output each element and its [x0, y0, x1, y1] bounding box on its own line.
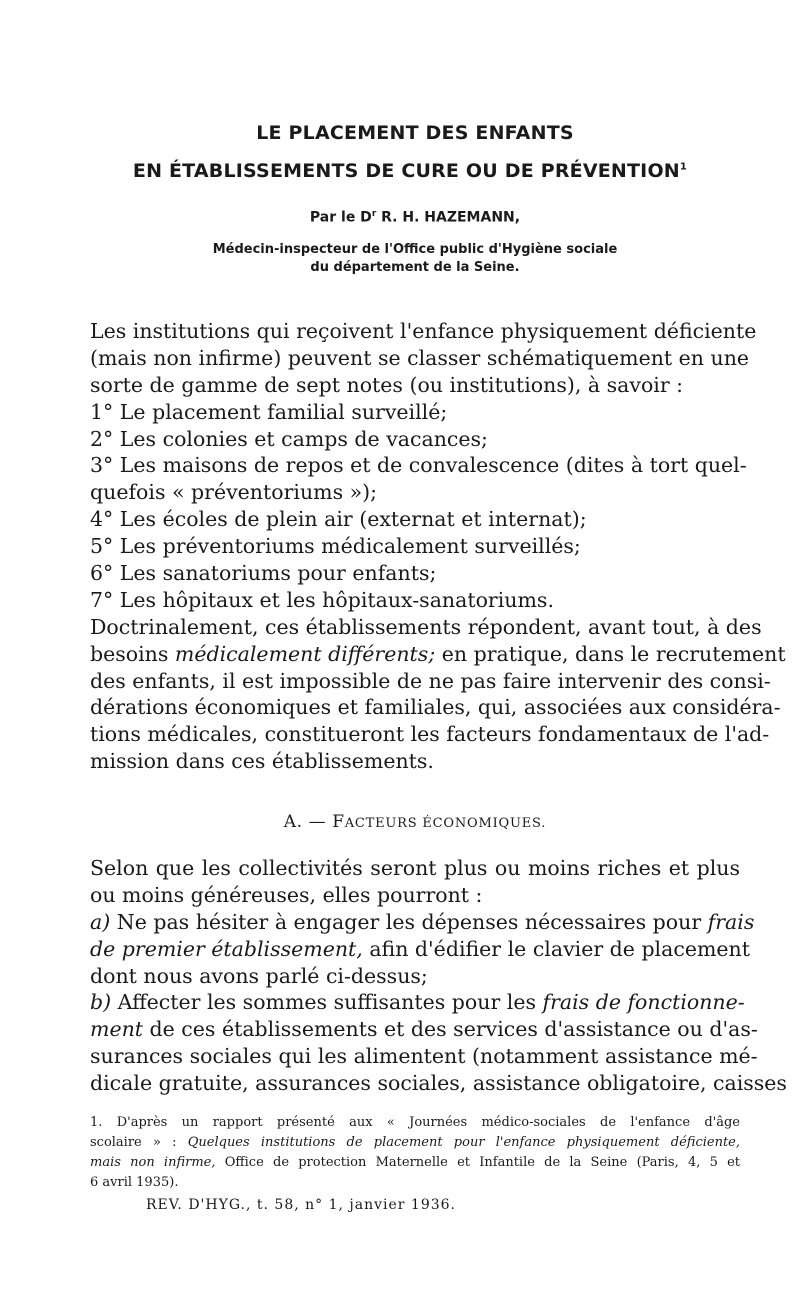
- item-a-emphasis: frais: [707, 909, 755, 934]
- list-item: [90, 587, 740, 614]
- economic-line: [90, 882, 740, 909]
- list-item-text: 7° Les hôpitaux et les hôpitaux-sanatoriums.: [90, 587, 554, 612]
- footnote-text: [90, 1153, 740, 1173]
- footnote: [90, 1113, 740, 1193]
- doctrine-line-text: des enfants, il est impossible de ne pas faire intervenir des consi-: [90, 668, 771, 693]
- list-item-text: 3° Les maisons de repos et de convalescence (dites à tort quel-: [90, 453, 747, 478]
- section-title-cap: F: [332, 812, 345, 832]
- item-a-line: [90, 909, 755, 936]
- footnote-line: [90, 1133, 740, 1153]
- section-heading: [90, 812, 740, 832]
- list-item-text: 1° Le placement familial surveillé;: [90, 399, 448, 424]
- intro-line: [90, 372, 740, 399]
- doctrine-text-a: besoins: [90, 641, 175, 666]
- footnote-line: [90, 1113, 740, 1133]
- article-title-text: EN ÉTABLISSEMENTS DE CURE OU DE PRÉVENTION: [132, 160, 680, 182]
- footnote-text: 6 avril 1935).: [90, 1175, 179, 1190]
- economic-line-text: Selon que les collectivités seront plus ou moins riches et plus: [90, 856, 740, 880]
- item-a-label: a): [90, 909, 111, 934]
- item-b-body: Affecter les sommes suffisantes pour les: [111, 990, 543, 1015]
- doctrine-line: [90, 668, 771, 695]
- doctrine-line: [90, 748, 740, 775]
- doctrine-line: [90, 694, 781, 721]
- item-a-body: afin d'édifier le clavier de placement: [362, 936, 750, 961]
- list-item: [90, 506, 740, 533]
- footnote-emphasis: mais non infirme,: [90, 1155, 216, 1170]
- item-b-text: [90, 989, 745, 1016]
- list-item: [90, 426, 740, 453]
- economic-section: [90, 855, 787, 1097]
- intro-line: [90, 345, 750, 372]
- author-line: [90, 209, 740, 226]
- doctrine-line: [90, 641, 786, 668]
- item-b-line: [90, 1070, 787, 1097]
- title-footnote-marker[interactable]: 1: [679, 161, 688, 173]
- list-item: [90, 399, 740, 426]
- author-prefix: Par le D: [309, 209, 372, 226]
- footnote-line: [90, 1153, 740, 1173]
- item-b-text: dicale gratuite, assurances sociales, assistance obligatoire, caisses: [90, 1071, 787, 1096]
- author-name: R. H. HAZEMANN,: [376, 209, 521, 226]
- running-footer: REV. D'HYG., t. 58, n° 1, janvier 1936.: [146, 1197, 456, 1213]
- item-a-line: [90, 936, 750, 963]
- doctrine-line: [90, 614, 762, 641]
- intro-line: [90, 318, 757, 345]
- intro-line-text: sorte de gamme de sept notes (ou institutions), à savoir :: [90, 372, 684, 397]
- economic-line-text: ou moins généreuses, elles pourront :: [90, 882, 483, 907]
- article-title-line-1: LE PLACEMENT DES ENFANTS: [256, 122, 574, 144]
- section-letter: A. —: [283, 812, 333, 832]
- economic-line: [90, 855, 740, 882]
- list-item-text: 6° Les sanatoriums pour enfants;: [90, 561, 437, 586]
- affiliation-line-1: Médecin-inspecteur de l'Office public d'Hygiène sociale: [212, 242, 618, 257]
- item-b-emphasis: ment: [90, 1017, 144, 1042]
- intro-line-text: Les institutions qui reçoivent l'enfance physiquement déficiente: [90, 319, 757, 343]
- doctrine-line-text: [90, 641, 786, 668]
- item-b-line: [90, 989, 745, 1016]
- footnote-text-a: scolaire » :: [90, 1135, 188, 1150]
- item-b-line: [90, 1043, 758, 1070]
- list-item-text: 5° Les préventoriums médicalement surveillés;: [90, 534, 581, 559]
- article-title-line-2: [80, 160, 740, 182]
- item-b-body: de ces établissements et des services d'assistance ou d'as-: [143, 1017, 758, 1042]
- list-item: [90, 560, 740, 587]
- footnote-text: 1. D'après un rapport présenté aux « Journées médico-sociales de l'enfance d'âge: [90, 1115, 740, 1130]
- footnote-text-b: Office de protection Maternelle et Infantile de la Seine (Paris, 4, 5 et: [215, 1155, 741, 1170]
- list-item-text: quefois « préventoriums »);: [90, 480, 378, 505]
- item-a-body: Ne pas hésiter à engager les dépenses nécessaires pour: [110, 909, 708, 934]
- author-title-sup: r: [371, 209, 377, 219]
- item-b-text: [90, 1016, 758, 1043]
- doctrine-emphasis: médicalement différents;: [174, 641, 436, 666]
- doctrine-line-text: dérations économiques et familiales, qui, associées aux considéra-: [90, 695, 781, 720]
- affiliation-line-2: du département de la Seine.: [310, 260, 520, 275]
- list-item-text: 4° Les écoles de plein air (externat et internat);: [90, 507, 587, 532]
- footnote-text: [90, 1133, 740, 1153]
- list-item: [90, 452, 747, 479]
- item-a-text: dont nous avons parlé ci-dessus;: [90, 963, 428, 988]
- list-item: [90, 533, 740, 560]
- item-a-text: [90, 909, 755, 936]
- item-b-line: [90, 1016, 758, 1043]
- footnote-line: [90, 1173, 740, 1193]
- doctrine-line-text: mission dans ces établissements.: [90, 749, 434, 774]
- article-page: [90, 0, 787, 1304]
- item-b-text: surances sociales qui les alimentent (notamment assistance mé-: [90, 1044, 758, 1069]
- item-a-emphasis: de premier établissement,: [90, 936, 363, 961]
- item-a-text: [90, 936, 750, 963]
- intro-section: [90, 318, 786, 775]
- doctrine-line-text: tions médicales, constitueront les facteurs fondamentaux de l'ad-: [90, 722, 770, 747]
- doctrine-text-b: en pratique, dans le recrutement: [435, 641, 786, 666]
- intro-line-text: (mais non infirme) peuvent se classer schématiquement en une: [90, 345, 750, 370]
- doctrine-line-text: Doctrinalement, ces établissements répondent, avant tout, à des: [90, 614, 762, 639]
- doctrine-line: [90, 721, 770, 748]
- list-item-text: 2° Les colonies et camps de vacances;: [90, 426, 488, 451]
- item-b-label: b): [90, 990, 112, 1015]
- section-title-rest: ACTEURS ÉCONOMIQUES.: [344, 816, 547, 831]
- footnote-emphasis: Quelques institutions de placement pour l'enfance physiquement déficiente,: [187, 1135, 740, 1150]
- list-item-continuation: [90, 479, 740, 506]
- item-b-emphasis: frais de fonctionne-: [542, 990, 745, 1015]
- item-a-line: [90, 963, 740, 990]
